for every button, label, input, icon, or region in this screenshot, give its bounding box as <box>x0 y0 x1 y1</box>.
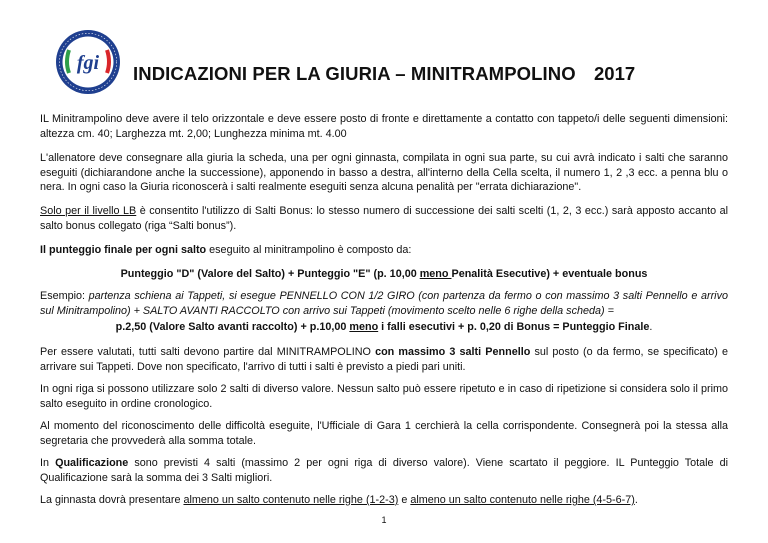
qualificazione-c: sono previsti 4 salti (massimo 2 per ogni riga di diverso valore). Viene scartato il peggiore. IL Punteggio Totale di Qualificazione sarà la somma dei 3 Salti migliori. <box>40 457 728 484</box>
requisiti-e: e <box>398 494 411 506</box>
example-paragraph <box>40 289 728 318</box>
example-lead: Esempio: <box>40 290 89 302</box>
requisiti-righe-4-7: almeno un salto contenuto nelle righe (4-5-6-7) <box>410 494 635 506</box>
qualificazione-bold: Qualificazione <box>55 457 129 469</box>
paragraph-salti-bonus <box>40 204 728 233</box>
validity-a: Per essere valutati, tutti salti devono partire dal MINITRAMPOLINO <box>40 346 376 358</box>
paragraph-salti-bonus-text: è consentito l'utilizzo di Salti Bonus: lo stesso numero di successione dei salti scelti (1, 2, 3 ecc.) sarà apposto accanto al salto bonus collegato (riga “Salti bonus”). <box>40 205 728 232</box>
example-result-a: p.2,50 (Valore Salto avanti raccolto) + p.10,00 <box>115 321 350 333</box>
requisiti-end: . <box>634 494 638 506</box>
score-formula <box>40 267 728 282</box>
page-year: 2017 <box>594 63 636 84</box>
paragraph-righe: In ogni riga si possono utilizzare solo 2 salti di diverso valore. Nessun salto può essere ripetuto e in caso di ripetizione si considera solo il primo salto eseguito in ordine cronologico. <box>40 383 728 410</box>
validity-c: sul posto (o da fermo, se specificato) e arrivare sui Tappeti. Dove non specificato, l'arrivo di tutti i salti è previsto a piedi pari uniti. <box>40 346 729 373</box>
svg-text:fgi: fgi <box>76 52 100 74</box>
punteggio-finale-bold: Il punteggio finale per ogni salto <box>40 244 207 256</box>
score-formula-part-a: Punteggio "D" (Valore del Salto) + Punteggio "E" (p. 10,00 <box>120 268 420 280</box>
paragraph-dimensions: IL Minitrampolino deve avere il telo orizzontale e deve essere posto di fronte e direttamente a contatto con tappeto/i delle seguenti dimensioni: altezza cm. 40; Larghezza mt. 2,00; Lunghezza minima mt. 4.00 <box>40 113 728 140</box>
page-title: INDICAZIONI PER LA GIURIA – MINITRAMPOLINO <box>133 63 576 84</box>
level-lb-underlined: Solo per il livello LB <box>40 205 137 217</box>
paragraph-requisiti <box>40 493 728 508</box>
score-formula-part-b: Penalità Esecutive) + eventuale bonus <box>451 268 648 280</box>
requisiti-righe-1-3: almeno un salto contenuto nelle righe (1-2-3) <box>183 494 399 506</box>
example-result-b: i falli esecutivi + p. 0,20 di Bonus = Punteggio Finale <box>378 321 650 333</box>
example-result-meno: meno <box>349 321 379 333</box>
page-number: 1 <box>381 515 387 525</box>
qualificazione-a: In <box>40 457 56 469</box>
paragraph-ufficiale: Al momento del riconoscimento delle difficoltà eseguite, l'Ufficiale di Gara 1 cerchierà la cella corrispondente. Consegnerà poi la stessa alla segretaria che provvederà alla somma totale. <box>40 420 728 447</box>
validity-bold: con massimo 3 salti Pennello <box>375 346 531 358</box>
paragraph-punteggio-intro <box>40 243 728 258</box>
fgi-logo <box>55 29 121 95</box>
requisiti-a: La ginnasta dovrà presentare <box>40 494 184 506</box>
score-formula-meno: meno <box>419 268 452 280</box>
example-result-end: . <box>649 321 653 333</box>
paragraph-validity <box>40 345 728 374</box>
paragraph-qualificazione <box>40 456 728 485</box>
example-result <box>40 320 728 335</box>
example-text: partenza schiena ai Tappeti, si esegue PENNELLO CON 1/2 GIRO (con partenza da fermo o con massimo 3 salti Pennello e arrivo sul Minitrampolino) + SALTO AVANTI RACCOLTO con arrivo sui Tappeti (movimento scelto nelle 6 righe della scheda) = <box>40 290 728 317</box>
paragraph-scheda: L'allenatore deve consegnare alla giuria la scheda, una per ogni ginnasta, compilata in ogni sua parte, su cui avrà indicato i salti che saranno eseguiti (dichiarandone anche la successione), apponendo in basso a destra, all'interno della Cella scelta, il numero 1, 2 ,3 ecc. a penna blu o nera. In ogni caso la Giuria riconoscerà i salti realmente eseguiti senza alcuna penalità per "errata dichiarazione". <box>40 152 728 194</box>
punteggio-intro-text: eseguito al minitrampolino è composto da: <box>206 244 412 256</box>
fgi-federation-logo-icon <box>55 29 121 95</box>
